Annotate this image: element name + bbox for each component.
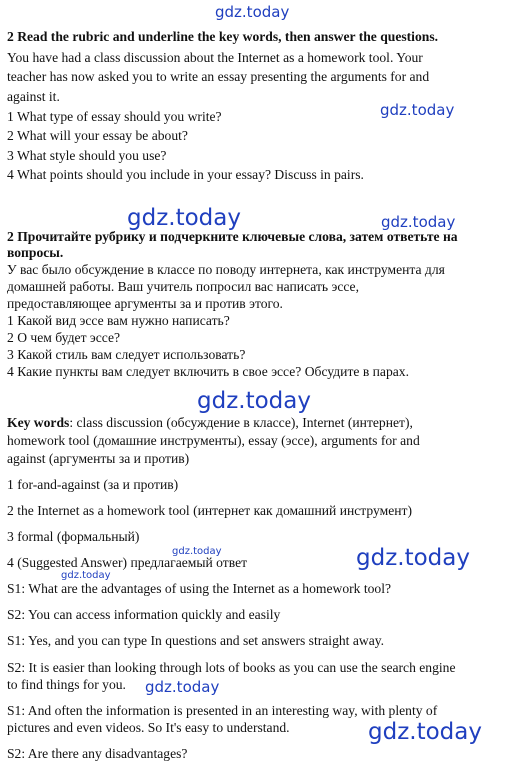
key-words-line [7, 415, 413, 431]
answer-4: 4 (Suggested Answer) предлагаемый ответ [7, 555, 248, 570]
watermark: gdz.today [127, 205, 241, 231]
en-rubric-line: teacher has now asked you to write an essay presenting the arguments for and [7, 69, 430, 84]
ru-question: 2 О чем будет эссе? [7, 330, 121, 345]
ru-question: 1 Какой вид эссе вам нужно написать? [7, 313, 230, 328]
en-question: 3 What style should you use? [7, 148, 167, 163]
watermark: gdz.today [145, 678, 220, 696]
ru-question: 3 Какой стиль вам следует использовать? [7, 347, 246, 362]
ru-rubric-line: У вас было обсуждение в классе по поводу интернета, как инструмента для [7, 262, 445, 277]
en-question: 2 What will your essay be about? [7, 128, 188, 143]
dialogue-line: S1: What are the advantages of using the Internet as a homework tool? [7, 581, 392, 596]
answer-3: 3 formal (формальный) [7, 529, 140, 544]
en-rubric-line: against it. [7, 89, 60, 104]
watermark: gdz.today [368, 719, 482, 745]
key-words-line: homework tool (домашние инструменты), essay (эссе), arguments for and [7, 433, 420, 448]
ru-question: 4 Какие пункты вам следует включить в свое эссе? Обсудите в парах. [7, 364, 409, 379]
ru-heading-line: 2 Прочитайте рубрику и подчеркните ключевые слова, затем ответьте на [7, 229, 458, 244]
watermark: gdz.today [61, 570, 111, 581]
dialogue-line: S2: You can access information quickly and easily [7, 607, 281, 622]
ru-heading-line: вопросы. [7, 245, 64, 260]
watermark: gdz.today [172, 546, 222, 557]
dialogue-line: pictures and even videos. So It's easy to understand. [7, 720, 290, 735]
key-words-label: Key words [7, 415, 70, 430]
dialogue-line: S2: Are there any disadvantages? [7, 746, 188, 761]
dialogue-line: S2: It is easier than looking through lots of books as you can use the search engine [7, 660, 456, 675]
watermark: gdz.today [381, 213, 456, 231]
ru-rubric-line: домашней работы. Ваш учитель попросил вас написать эссе, [7, 279, 359, 294]
ru-rubric-line: предоставляющее аргументы за и против этого. [7, 296, 283, 311]
dialogue-line: S1: Yes, and you can type In questions and set answers straight away. [7, 633, 385, 648]
watermark: gdz.today [197, 388, 311, 414]
answer-2: 2 the Internet as a homework tool (интернет как домашний инструмент) [7, 503, 413, 518]
watermark: gdz.today [380, 101, 455, 119]
en-question: 4 What points should you include in your essay? Discuss in pairs. [7, 167, 364, 182]
en-question: 1 What type of essay should you write? [7, 109, 222, 124]
watermark: gdz.today [356, 545, 470, 571]
answer-1: 1 for-and-against (за и против) [7, 477, 179, 492]
dialogue-line: to find things for you. [7, 677, 126, 692]
key-words-line: against (аргументы за и против) [7, 451, 190, 466]
dialogue-line: S1: And often the information is presented in an interesting way, with plenty of [7, 703, 438, 718]
en-rubric-line: You have had a class discussion about the Internet as a homework tool. Your [7, 50, 423, 65]
watermark: gdz.today [215, 3, 290, 21]
key-words-text: : class discussion (обсуждение в классе), Internet (интернет), [69, 415, 413, 430]
en-heading: 2 Read the rubric and underline the key words, then answer the questions. [7, 29, 439, 44]
